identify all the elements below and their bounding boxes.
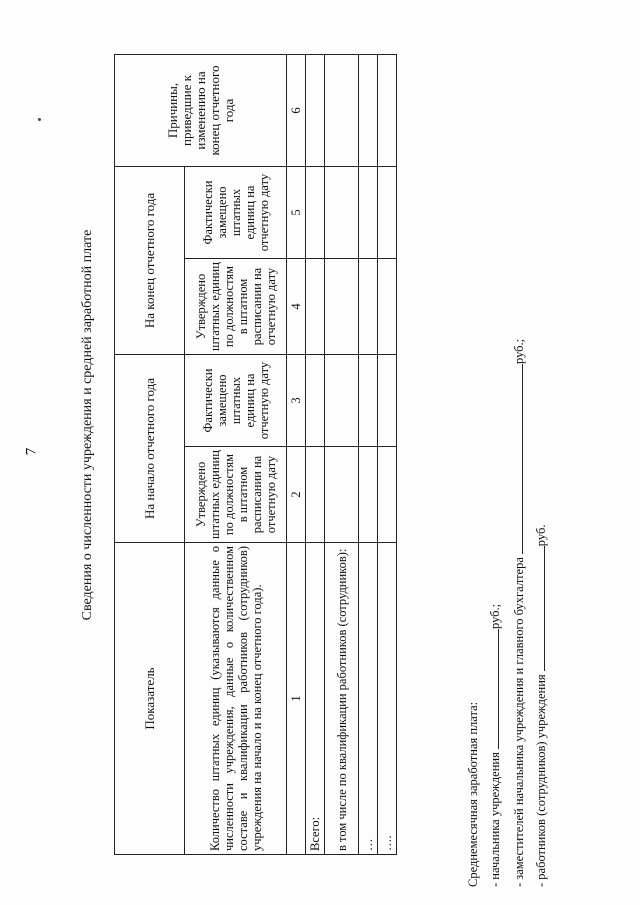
salary-staff-line [534, 525, 548, 887]
table-row [325, 55, 359, 855]
salary-head-blank [488, 629, 499, 749]
column-number: 4 [287, 259, 306, 355]
header-reasons: Причины, приведшие к изменению на конец отчетного года [115, 55, 287, 167]
document-title: Сведения о численности учреждения и средней заработной плате [80, 229, 95, 621]
headcount-table [114, 54, 397, 855]
salary-head-unit: руб.; [488, 603, 502, 630]
row-description: Количество штатных единиц (указываются данные о численности учреждения, данные о количественном составе и квалификации работников (сотрудников) учреждения на начало и на конец отчетного года). [185, 543, 287, 855]
header-indicator: Показатель [115, 543, 185, 855]
column-number: 5 [287, 167, 306, 259]
header-start-approved: Утверждено штатных единиц по должностям в штатном расписании на отчетную дату [185, 447, 287, 543]
salary-deputies-line [512, 339, 526, 887]
row-label: в том числе по квалификации работников (сотрудников): [325, 543, 359, 855]
column-numbers-row [287, 55, 306, 855]
column-number: 6 [287, 55, 306, 167]
salary-staff-unit: руб. [534, 524, 548, 547]
table-row [306, 55, 325, 855]
row-label: … [359, 543, 378, 855]
salary-head-line [488, 604, 502, 887]
salary-deputies-blank [512, 364, 523, 554]
table-row [378, 55, 397, 855]
header-end-actual: Фактически замещено штатных единиц на отчетную дату [185, 167, 287, 259]
header-start-actual: Фактически замещено штатных единиц на отчетную дату [185, 355, 287, 447]
header-end-of-year: На конец отчетного года [115, 167, 185, 355]
salary-deputies-label: - заместителей начальника учреждения и главного бухгалтера [512, 557, 526, 887]
column-number: 3 [287, 355, 306, 447]
salary-deputies-unit: руб.; [512, 338, 526, 364]
row-label: Всего: [306, 543, 325, 855]
salary-head-label: - начальника учреждения [488, 752, 502, 887]
page-number: 7 [23, 447, 40, 456]
salary-staff-blank [534, 546, 545, 671]
column-number: 1 [287, 543, 306, 855]
salary-heading: Среднемесячная заработная плата: [466, 701, 480, 887]
salary-staff-label: - работников (сотрудников) учреждения [534, 674, 548, 887]
row-label: …. [378, 543, 397, 855]
table-row [359, 55, 378, 855]
header-start-of-year: На начало отчетного года [115, 355, 185, 543]
header-end-approved: Утверждено штатных единиц по должностям в штатном расписании на отчетную дату [185, 259, 287, 355]
column-number: 2 [287, 447, 306, 543]
